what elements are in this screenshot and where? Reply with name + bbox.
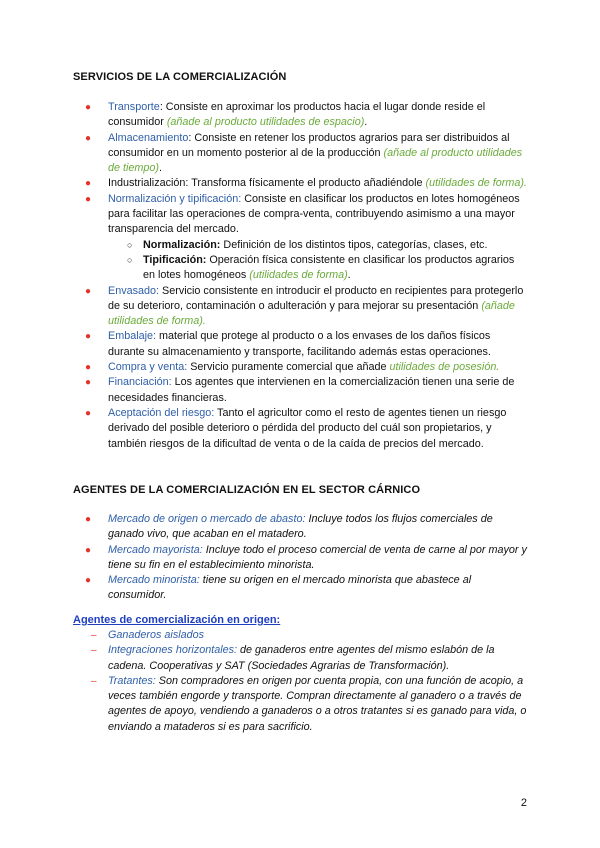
bullet-icon: ● [85,178,92,190]
services-list [73,100,528,452]
dash-bullet-icon: – [91,675,97,687]
list-item: ● Embalaje: material que protege al producto o a los envases de los daños físicos durante su almacenamiento y transporte, facilitando además estas operaciones. [85,330,491,358]
origin-agents-list [73,628,528,735]
list-item: ● Mercado mayorista: Incluye todo el proceso comercial de venta de carne al por mayor y tiene su fin en el establecimiento minorista. [85,543,527,571]
circle-bullet-icon: ○ [127,239,133,250]
bullet-icon: ● [85,377,92,389]
bullet-icon: ● [85,575,92,587]
list-item: ● Transporte: Consiste en aproximar los productos hacia el lugar donde reside el consumidor (añade al producto utilidades de espacio). [85,101,486,129]
list-item: ● Compra y venta: Servicio puramente comercial que añade utilidades de posesión. [73,360,528,375]
sub-list-item: ○ Tipificación: Operación física consistente en clasificar los productos agrarios en lotes homogéneos (utilidades de forma). [127,253,515,282]
bullet-icon: ● [85,331,92,343]
subsection-title-origen: Agentes de comercialización en origen: [73,614,281,626]
bullet-icon: ● [85,407,92,419]
sub-list-item: ○ Normalización: Definición de los distintos tipos, categorías, clases, etc. [108,238,528,253]
list-item: ● Almacenamiento: Consiste en retener los productos agrarios para ser distribuidos al consumidor en un momento posterior al de la producción (añade al producto utilidades de tiempo). [85,131,523,175]
list-item: – Integraciones horizontales: de ganaderos entre agentes del mismo eslabón de la cadena. Cooperativas y SAT (Sociedades Agrarias de Transformación). [91,644,495,672]
bullet-icon: ● [85,193,92,205]
list-item: – Tratantes: Son compradores en origen por cuenta propia, con una función de acopio, a veces también engorde y transporte. Compran directamente al ganadero o a través de agentes de apoyo, vendiendo a ganaderos o a otros tratantes si es ganado para vida, o enviando a mataderos si es para sacrificio. [91,674,527,733]
list-item: ● Envasado: Servicio consistente en introducir el producto en recipientes para protegerlo de su deterioro, contaminación o adulteración y para mejorar su presentación (añade utilidades de forma). [85,284,524,328]
page-number: 2 [520,797,527,809]
list-item: ● Industrialización: Transforma físicamente el producto añadiéndole (utilidades de forma). [73,176,528,191]
bullet-icon: ● [85,132,92,144]
bullet-icon: ● [85,102,92,113]
list-item: – Ganaderos aislados [73,628,528,643]
bullet-icon: ● [85,285,92,297]
dash-bullet-icon: – [91,645,97,657]
bullet-icon: ● [85,544,92,556]
list-item: ● Financiación: Los agentes que intervienen en la comercialización tienen una serie de necesidades financieras. [85,376,515,404]
section-title-agentes: AGENTES DE LA COMERCIALIZACIÓN EN EL SECTOR CÁRNICO [73,484,421,496]
section-title-servicios: SERVICIOS DE LA COMERCIALIZACIÓN [73,71,287,83]
bullet-icon: ● [85,514,92,525]
list-item: ● Normalización y tipificación: Consiste en clasificar los productos en lotes homogéneos para facilitar las operaciones de compra-venta, contribuyendo asimismo a una mayor transparencia del mercado. ○ Normalización: Definición de los distintos tipos, categorías, clases, etc. ○ Tipificación: Operación física consistente en clasificar los productos agrarios en lotes homogéneos (utilidades de forma). [73,192,528,284]
list-item: ● Aceptación del riesgo: Tanto el agricultor como el resto de agentes tienen un riesgo derivado del posible deterioro o pérdida del producto del cuál son propietarios, y también riesgos de la dificultad de venta o de la caída de precios del mercado. [85,406,507,450]
agents-list [73,512,528,604]
dash-bullet-icon: – [91,630,97,641]
sub-list [108,238,528,284]
list-item: ● Mercado de origen o mercado de abasto: Incluye todos los flujos comerciales de ganado vivo, que acaban en el matadero. [85,513,493,541]
circle-bullet-icon: ○ [127,254,133,265]
bullet-icon: ● [85,362,92,374]
list-item: ● Mercado minorista: tiene su origen en el mercado minorista que abastece al consumidor. [85,574,472,602]
